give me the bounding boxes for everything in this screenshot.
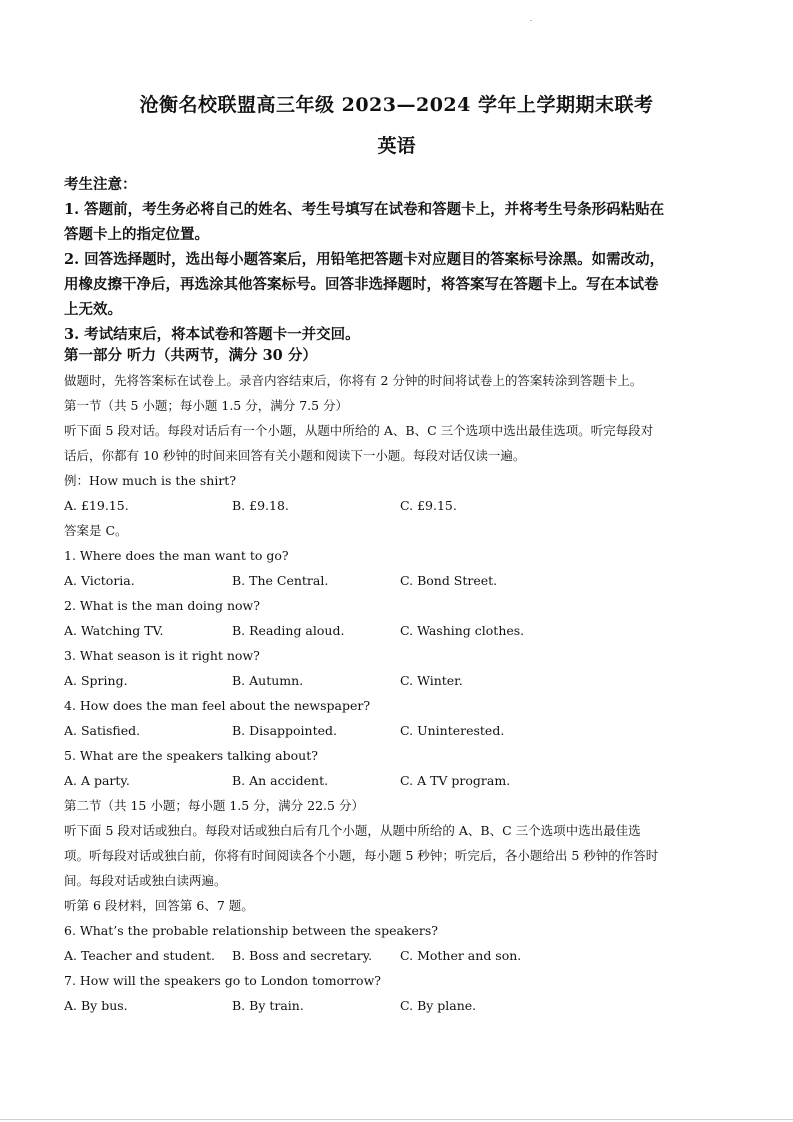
section1-instruction: 话后，你都有 10 秒钟的时间来回答有关小题和阅读下一小题。每段对话仅读一遍。 xyxy=(64,448,526,463)
part1-heading: 第一部分 听力（共两节，满分 30 分） xyxy=(64,347,317,364)
question-5: 5. What are the speakers talking about? xyxy=(64,748,318,763)
option-b: B. Disappointed. xyxy=(232,723,337,738)
option-c: C. By plane. xyxy=(400,998,477,1013)
notice-line: 3. 考试结束后，将本试卷和答题卡一并交回。 xyxy=(64,326,360,343)
notice-line: 1. 答题前，考生务必将自己的姓名、考生号填写在试卷和答题卡上，并将考生号条形码粘贴在 xyxy=(64,201,665,218)
page-bottom-rule xyxy=(0,1119,793,1120)
option-b: B. Autumn. xyxy=(232,673,304,688)
example-answer: 答案是 C。 xyxy=(64,523,128,538)
example-options xyxy=(64,493,732,518)
question-1: 1. Where does the man want to go? xyxy=(64,548,289,563)
option-c: C. Bond Street. xyxy=(400,573,498,588)
option-b: B. Boss and secretary. xyxy=(232,948,373,963)
option-a: A. Victoria. xyxy=(64,573,135,588)
question-2-options xyxy=(64,618,732,643)
option-a: A. Spring. xyxy=(64,673,128,688)
question-4-options xyxy=(64,718,732,743)
notice-heading: 考生注意： xyxy=(64,176,137,193)
section1-instruction: 听下面 5 段对话。每段对话后有一个小题，从题中所给的 A、B、C 三个选项中选出最佳选项。听完每段对 xyxy=(64,423,654,438)
question-7-options xyxy=(64,993,732,1018)
option-a: A. A party. xyxy=(64,773,130,788)
question-2: 2. What is the man doing now? xyxy=(64,598,260,613)
option-c: C. Winter. xyxy=(400,673,463,688)
notice-line: 上无效。 xyxy=(64,301,122,318)
question-3-options xyxy=(64,668,732,693)
option-c: C. A TV program. xyxy=(400,773,511,788)
section2-instruction: 间。每段对话或独白读两遍。 xyxy=(64,873,227,888)
notice-line: 用橡皮擦干净后，再选涂其他答案标号。回答非选择题时，将答案写在答题卡上。写在本试卷 xyxy=(64,276,659,293)
subject-title: 英语 xyxy=(377,135,416,157)
option-b: B. An accident. xyxy=(232,773,329,788)
notice-block xyxy=(64,172,732,347)
option-a: A. Watching TV. xyxy=(64,623,164,638)
question-7: 7. How will the speakers go to London tomorrow? xyxy=(64,973,381,988)
option-a: A. By bus. xyxy=(64,998,128,1013)
question-3: 3. What season is it right now? xyxy=(64,648,260,663)
option-a: A. £19.15. xyxy=(64,498,129,513)
example-question: 例：How much is the shirt? xyxy=(64,473,237,488)
exam-title: 沧衡名校联盟高三年级 2023—2024 学年上学期期末联考 xyxy=(139,94,654,116)
option-b: B. The Central. xyxy=(232,573,329,588)
option-b: B. Reading aloud. xyxy=(232,623,345,638)
notice-line: 答题卡上的指定位置。 xyxy=(64,226,209,243)
question-1-options xyxy=(64,568,732,593)
question-5-options xyxy=(64,768,732,793)
section2-heading: 第二节（共 15 小题；每小题 1.5 分，满分 22.5 分） xyxy=(64,798,364,813)
question-4: 4. How does the man feel about the newspaper? xyxy=(64,698,371,713)
section1-heading: 第一节（共 5 小题；每小题 1.5 分，满分 7.5 分） xyxy=(64,398,349,413)
option-c: C. Washing clothes. xyxy=(400,623,525,638)
corner-mark xyxy=(530,20,532,21)
listening-part xyxy=(64,343,732,1018)
question-6: 6. What’s the probable relationship between the speakers? xyxy=(64,923,438,938)
part1-instruction: 做题时，先将答案标在试卷上。录音内容结束后，你将有 2 分钟的时间将试卷上的答案转涂到答题卡上。 xyxy=(64,373,643,388)
question-6-options xyxy=(64,943,732,968)
section2-instruction: 项。听每段对话或独白前，你将有时间阅读各个小题，每小题 5 秒钟；听完后，各小题给出 5 秒钟的作答时 xyxy=(64,848,659,863)
option-c: C. £9.15. xyxy=(400,498,457,513)
notice-line: 2. 回答选择题时，选出每小题答案后，用铅笔把答题卡对应题目的答案标号涂黑。如需改动， xyxy=(64,251,665,268)
option-b: B. £9.18. xyxy=(232,498,289,513)
option-a: A. Teacher and student. xyxy=(64,948,216,963)
material-6-label: 听第 6 段材料，回答第 6、7 题。 xyxy=(64,898,254,913)
option-c: C. Mother and son. xyxy=(400,948,522,963)
option-c: C. Uninterested. xyxy=(400,723,505,738)
option-a: A. Satisfied. xyxy=(64,723,141,738)
option-b: B. By train. xyxy=(232,998,304,1013)
section2-instruction: 听下面 5 段对话或独白。每段对话或独白后有几个小题，从题中所给的 A、B、C 三个选项中选出最佳选 xyxy=(64,823,641,838)
